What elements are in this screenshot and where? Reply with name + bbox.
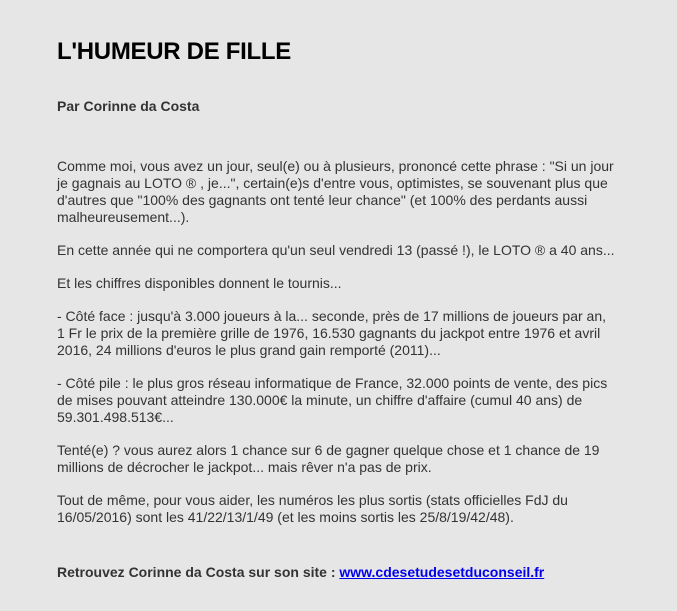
article-title: L'HUMEUR DE FILLE (57, 38, 291, 65)
paragraph: Et les chiffres disponibles donnent le tournis... (57, 275, 342, 291)
article-body (57, 158, 617, 526)
paragraph: Comme moi, vous avez un jour, seul(e) ou à plusieurs, prononcé cette phrase : "Si un jour je gagnais au LOTO ® , je...", certain(e)s d'entre vous, optimistes, se souvenant plus que d'autres que "100% des gagnants ont tenté leur chance" (et 100% des perdants aussi malheureusement...). (57, 158, 614, 225)
paragraph: Tout de même, pour vous aider, les numéros les plus sortis (stats officielles FdJ du 16/05/2016) sont les 41/22/13/1/49 (et les moins sortis les 25/8/19/42/48). (57, 492, 568, 525)
author-site-link[interactable]: www.cdesetudesetduconseil.fr (339, 564, 545, 580)
paragraph: - Côté face : jusqu'à 3.000 joueurs à la... seconde, près de 17 millions de joueurs par an, 1 Fr le prix de la première grille de 1976, 16.530 gagnants du jackpot entre 1976 et avril 2016, 24 millions d'euros le plus grand gain remporté (2011)... (57, 308, 607, 358)
paragraph: En cette année qui ne comportera qu'un seul vendredi 13 (passé !), le LOTO ® a 40 ans... (57, 242, 615, 258)
article-byline: Par Corinne da Costa (57, 98, 200, 114)
paragraph: - Côté pile : le plus gros réseau informatique de France, 32.000 points de vente, des pics de mises pouvant atteindre 130.000€ la minute, un chiffre d'affaire (cumul 40 ans) de 59.301.498.513€... (57, 375, 608, 425)
article-footer (57, 564, 617, 581)
paragraph: Tenté(e) ? vous aurez alors 1 chance sur 6 de gagner quelque chose et 1 chance de 19 millions de décrocher le jackpot... mais rêver n'a pas de prix. (57, 442, 600, 475)
article (57, 38, 617, 581)
footer-prefix: Retrouvez Corinne da Costa sur son site : (57, 564, 340, 580)
